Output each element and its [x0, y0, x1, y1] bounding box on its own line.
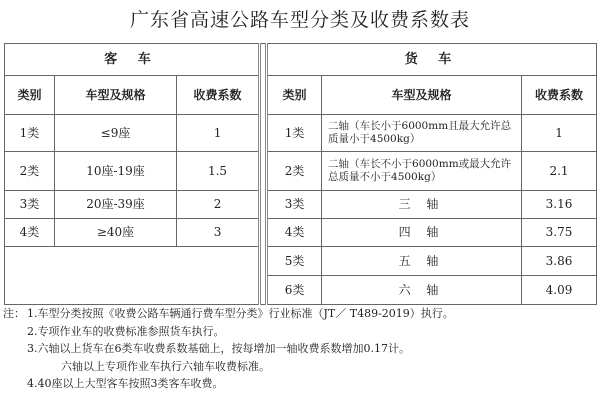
passenger-spec-cell: ≥40座 [55, 218, 177, 246]
truck-coef-cell: 4.09 [522, 275, 597, 304]
passenger-class-cell: 4类 [5, 218, 55, 246]
passenger-class-cell: 1类 [5, 115, 55, 152]
column-header-row [5, 76, 597, 115]
note-item: 2.专项作业车的收费标准参照货车执行。 [27, 324, 225, 338]
truck-class-cell: 4类 [267, 218, 322, 246]
page-title: 广东省高速公路车型分类及收费系数表 [129, 9, 470, 31]
table-divider [260, 44, 267, 305]
passenger-header: 客 车 [5, 44, 260, 76]
fee-coefficient-table [4, 43, 597, 305]
truck-spec-cell: 五 轴 [322, 246, 522, 275]
note-item: 4.40座以上大型客车按照3类客车收费。 [27, 377, 224, 390]
truck-header: 货 车 [267, 44, 597, 76]
note-item: 六轴以上专项作业车执行六轴车收费标准。 [61, 359, 270, 373]
passenger-coef-cell: 2 [177, 190, 260, 218]
passenger-spec-cell: 10座-19座 [55, 151, 177, 190]
truck-class-cell: 3类 [267, 190, 322, 218]
table-row [5, 190, 597, 218]
truck-class-cell: 1类 [267, 115, 322, 152]
passenger-coef-cell: 3 [177, 218, 260, 246]
truck-coef-cell: 3.16 [522, 190, 597, 218]
passenger-col-coef: 收费系数 [177, 76, 260, 115]
truck-class-cell: 2类 [267, 151, 322, 190]
note-item: 3.六轴以上货车在6类车收费系数基础上，按每增加一轴收费系数增加0.17计。 [27, 342, 410, 355]
truck-class-cell: 6类 [267, 275, 322, 304]
table-row [5, 246, 597, 275]
truck-coef-cell: 2.1 [522, 151, 597, 190]
truck-col-coef: 收费系数 [522, 76, 597, 115]
truck-spec-cell: 三 轴 [322, 190, 522, 218]
truck-spec-cell: 二轴（车长不小于6000mm或最大允许总质量不小于4500kg） [322, 151, 522, 190]
passenger-col-class: 类别 [5, 76, 55, 115]
passenger-class-cell: 2类 [5, 151, 55, 190]
truck-coef-cell: 3.75 [522, 218, 597, 246]
passenger-col-spec: 车型及规格 [55, 76, 177, 115]
passenger-spec-cell: ≤9座 [55, 115, 177, 152]
truck-col-class: 类别 [267, 76, 322, 115]
truck-spec-cell: 六 轴 [322, 275, 522, 304]
truck-coef-cell: 1 [522, 115, 597, 152]
truck-spec-cell: 二轴（车长小于6000mm且最大允许总质量小于4500kg） [322, 115, 522, 152]
table-row [5, 115, 597, 152]
passenger-empty-cell [5, 246, 260, 304]
table-row [5, 151, 597, 190]
truck-spec-cell: 四 轴 [322, 218, 522, 246]
truck-class-cell: 5类 [267, 246, 322, 275]
group-header-row [5, 44, 597, 76]
note-item [3, 305, 592, 323]
truck-coef-cell: 3.86 [522, 246, 597, 275]
passenger-coef-cell: 1 [177, 115, 260, 152]
passenger-spec-cell: 20座-39座 [55, 190, 177, 218]
notes-prefix: 注： [3, 307, 25, 320]
table-row [5, 218, 597, 246]
note-text: 1.车型分类按照《收费公路车辆通行费车型分类》行业标准（JT／ T489-2019）执行。 [27, 307, 454, 320]
notes-block [3, 305, 592, 393]
passenger-class-cell: 3类 [5, 190, 55, 218]
passenger-coef-cell: 1.5 [177, 151, 260, 190]
truck-col-spec: 车型及规格 [322, 76, 522, 115]
